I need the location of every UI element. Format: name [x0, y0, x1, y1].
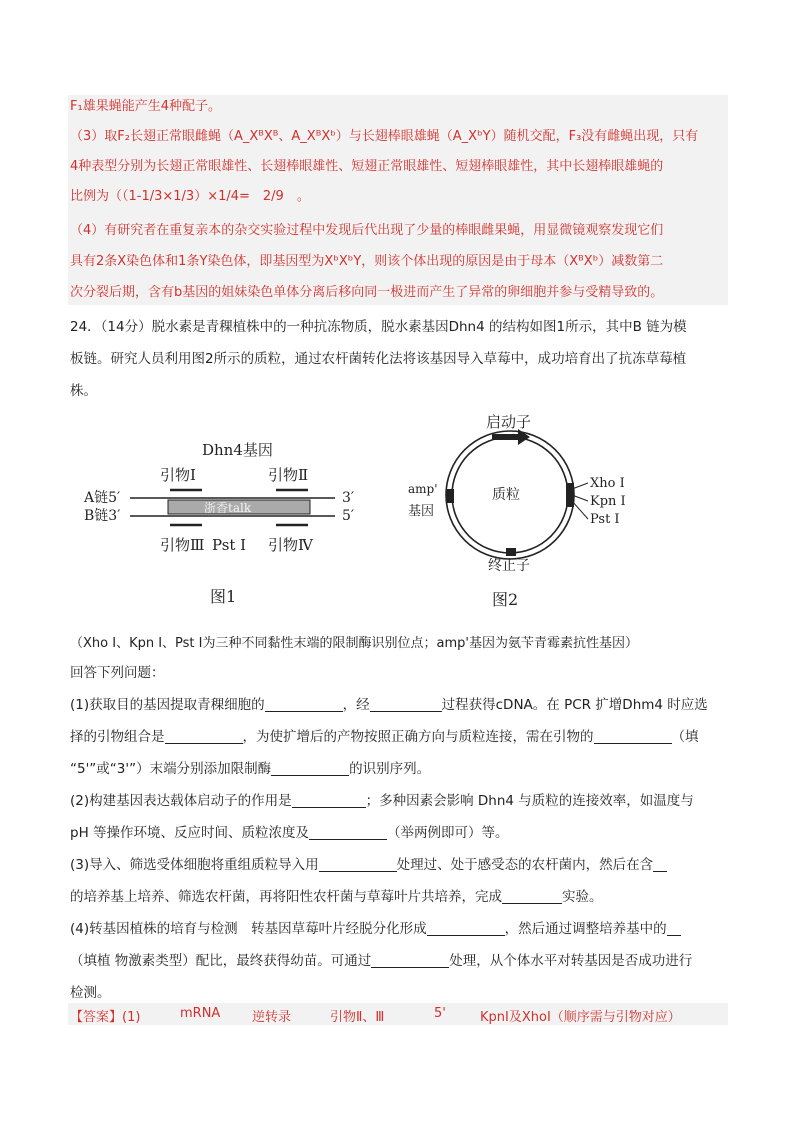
- amp-gene-block: [446, 489, 454, 503]
- part-4-line-2: （填植 物激素类型）配比，最终获得幼苗。可通过 处理，从个体水平对转基因是否成功进行: [70, 953, 693, 969]
- amp-gene-label: 基因: [408, 504, 435, 519]
- blank-1-2: [370, 697, 442, 712]
- chain-b-end-label: 5′: [342, 508, 355, 524]
- figure2-caption: 图2: [492, 590, 519, 609]
- answer-5prime: 5': [434, 1006, 446, 1021]
- watermark-text: 浙香talk: [204, 501, 252, 515]
- answer-enzymes: KpnⅠ及XhoI（顺序需与引物对应）: [480, 1010, 681, 1025]
- primer-3-label: 引物Ⅲ: [160, 536, 205, 554]
- part-4-line-3: 检测。: [70, 985, 111, 1001]
- blank-1-4: [594, 729, 672, 744]
- blank-2-2: [309, 825, 387, 840]
- final-answer-bar: [68, 1003, 728, 1025]
- pst-site-label-fig2: Pst Ⅰ: [590, 512, 620, 527]
- figure-1-gene-diagram: [80, 430, 380, 610]
- part-4-line-1: (4)转基因植株的培育与检测 转基因草莓叶片经脱分化形成 ，然后通过调整培养基中的: [70, 920, 681, 938]
- answer-tag: 【答案】(1): [70, 1010, 141, 1025]
- primer-2-label: 引物Ⅱ: [268, 466, 309, 484]
- answer-line-4: 比例为（（1-1/3×1/3）×1/4= 2/9 。: [70, 189, 310, 204]
- xho-site-label: Xho Ⅰ: [590, 476, 625, 491]
- answer-line-1: F₁雄果蝇能产生4种配子。: [70, 99, 221, 114]
- part-3-line-2: 的培养基上培养、筛选农杆菌，再将阳性农杆菌与草莓叶片共培养，完成 实验。: [70, 889, 603, 905]
- blank-1-1: [265, 697, 343, 712]
- blank-4-1: [427, 921, 505, 936]
- answer-line-3: 4种表型分别为长翅正常眼雄性、长翅棒眼雄性、短翅正常眼雄性、短翅棒眼雄性，其中长翅棒眼雄蝇的: [70, 159, 664, 174]
- question-intro-line-3: 株。: [70, 383, 97, 399]
- part-2-line-1: (2)构建基因表达载体启动子的作用是 ；多种因素会影响 Dhn4 与质粒的连接效率，如温度与: [70, 793, 694, 809]
- primer-4-label: 引物Ⅳ: [268, 536, 313, 554]
- pst-site-label-fig1: Pst Ⅰ: [212, 536, 247, 554]
- part-1-line-1: (1)获取目的基因提取青稞细胞的 ，经 过程获得cDNA。在 PCR 扩增Dhm4 时应选: [70, 697, 708, 713]
- blank-1-3: [165, 729, 243, 744]
- figure-note: （Xho I、Kpn I、Pst I为三种不同黏性末端的限制酶识别位点；amp'基因为氨苄青霉素抗性基因）: [70, 636, 638, 651]
- terminator-block: [506, 548, 516, 556]
- plasmid-label: 质粒: [492, 487, 520, 503]
- blank-4-2: [667, 921, 681, 936]
- blank-3-1: [319, 857, 397, 872]
- chain-a-end-label: 3′: [342, 490, 355, 506]
- chain-a-label: A链5′: [84, 490, 121, 506]
- kpn-site-label: Kpn Ⅰ: [590, 494, 626, 509]
- part-1-line-2: 择的引物组合是 ，为使扩增后的产物按照正确方向与质粒连接，需在引物的 （填: [70, 729, 699, 745]
- blank-3-3: [502, 889, 562, 904]
- answer-line-2: （3）取F₂长翅正常眼雌蝇（A_XᴮXᴮ、A_XᴮXᵇ）与长翅棒眼雄蝇（A_XᵇY）随机交配，F₃没有雌蝇出现，只有: [70, 129, 699, 144]
- promoter-label: 启动子: [486, 413, 532, 431]
- terminator-label: 终止子: [488, 558, 530, 574]
- answer-prompt: 回答下列问题：: [70, 665, 165, 681]
- blank-4-3: [371, 953, 449, 968]
- amp-label: amp': [408, 482, 438, 496]
- figure-2-plasmid-diagram: [400, 405, 660, 615]
- blank-2-1: [292, 793, 366, 808]
- blank-3-2: [653, 857, 667, 872]
- answer-line-7: 次分裂后期，含有b基因的姐妹染色单体分离后移向同一极进而产生了异常的卵细胞并参与受精导致的。: [70, 285, 664, 300]
- answer-reverse-transcription: 逆转录: [252, 1010, 292, 1025]
- question-intro-line-1: 24．（14分）脱水素是青稞植株中的一种抗冻物质，脱水素基因Dhn4 的结构如图1所示，其中B 链为模: [70, 319, 687, 335]
- part-2-line-2: pH 等操作环境、反应时间、质粒浓度及 （举两例即可）等。: [70, 825, 509, 841]
- figure1-caption: 图1: [210, 587, 237, 606]
- part-1-line-3: “5'”或“3'”）末端分别添加限制酶 的识别序列。: [70, 761, 431, 777]
- answer-primers: 引物Ⅱ、Ⅲ: [330, 1010, 385, 1025]
- answer-line-5: （4）有研究者在重复亲本的杂交实验过程中发现后代出现了少量的棒眼雌果蝇，用显微镜观察发现它们: [70, 223, 664, 238]
- question-intro-line-2: 板链。研究人员利用图2所示的质粒，通过农杆菌转化法将该基因导入草莓中，成功培育出了抗冻草莓植: [70, 351, 687, 367]
- figure1-title: Dhn4基因: [202, 441, 273, 459]
- blank-1-5: [271, 761, 349, 776]
- part-3-line-1: (3)导入、筛选受体细胞将重组质粒导入用 处理过、处于感受态的农杆菌内，然后在含: [70, 856, 667, 874]
- chain-b-label: B链3′: [84, 508, 121, 524]
- answer-mrna: mRNA: [180, 1006, 221, 1021]
- primer-1-label: 引物Ⅰ: [160, 466, 196, 484]
- answer-line-6: 具有2条X染色体和1条Y染色体，即基因型为XᵇXᵇY，则该个体出现的原因是由于母本（XᴮXᵇ）减数第二: [70, 254, 664, 269]
